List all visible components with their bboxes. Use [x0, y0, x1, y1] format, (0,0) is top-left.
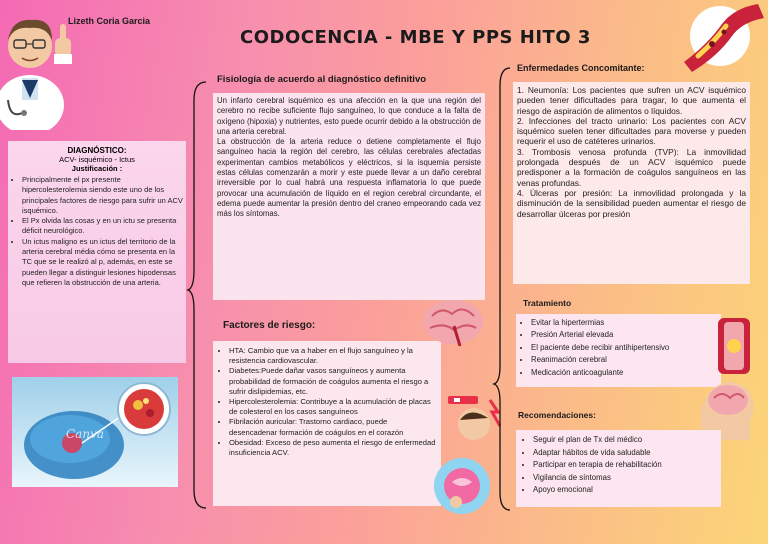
- list-item: 1. Neumonía: Los pacientes que sufren un ACV isquémico pueden tener dificultades para tragar, lo que aumenta el riesgo de aspiración de alimentos o líquidos.: [517, 85, 746, 116]
- recommendations-box: [516, 430, 721, 507]
- list-item: • Principalmente el px presente hipercolesterolemia siendo este uno de los principales factores de riesgo para sufrir un ACV isquémico.: [22, 175, 186, 216]
- list-item: • Un ictus maligno es un ictus del territorio de la arteria cerebral média cómo se presenta en la TC que se le realizó al p, además, en este se pueden llegar a distinguir lesiones hipodensas que refieren la obstrucción de una arteria.: [22, 237, 186, 288]
- watermark: Canva: [66, 427, 104, 441]
- list-item: • Apoyo emocional: [533, 484, 718, 497]
- list-item: • Adaptar hábitos de vida saludable: [533, 447, 718, 460]
- justification-label: Justificación :: [71, 164, 123, 173]
- comorbidities-heading: Enfermedades Concomitante:: [517, 63, 645, 73]
- doctor-illustration: [0, 0, 66, 130]
- list-item: • HTA: Cambio que va a haber en el flujo sanguíneo y la resistencia cardiovascular.: [229, 346, 437, 366]
- list-item: • Reanimación cerebral: [531, 354, 718, 366]
- brace-left: [186, 80, 210, 510]
- list-item: • Obesidad: Exceso de peso aumenta el riesgo de enfermedad insuficiencia ACV.: [229, 438, 437, 458]
- treatment-heading: Tratamiento: [523, 298, 572, 308]
- risk-factors-heading: Factores de riesgo:: [223, 320, 316, 331]
- brain-icon: [420, 296, 486, 352]
- list-item: • Evitar la hipertermias: [531, 317, 718, 329]
- list-item: • Fibrilación auricular: Trastorno cardiaco, puede desencadenar formación de coágulos en el corazón: [229, 417, 437, 437]
- physiology-paragraph: Un infarto cerebral isquémico es una afección en la que una región del cerebro no recibe suficiente flujo sanguíneo, lo que conduce a la falta de oxígeno (hipoxia) y nutrientes, esto puede ocurrir debido a la obstrucción de una arteria cerebral.: [217, 96, 481, 136]
- diagnosis-heading: DIAGNÓSTICO:: [67, 146, 127, 155]
- list-item: • Medicación anticoagulante: [531, 367, 718, 379]
- list-item: • Vigilancia de síntomas: [533, 472, 718, 485]
- brace-right: [490, 66, 514, 512]
- diagnosis-box: [8, 141, 186, 363]
- recommendations-list: [519, 434, 718, 497]
- artery-illustration: [678, 4, 764, 74]
- list-item: • Diabetes:Puede dañar vasos sanguíneos y aumenta probabilidad de formación de coágulos aumenta el riesgo a sufrir dislipidemias, etc.: [229, 366, 437, 397]
- list-item: • Participar en terapia de rehabilitación: [533, 459, 718, 472]
- brain-image: [12, 377, 178, 487]
- list-item: • Presión Arterial elevada: [531, 329, 718, 341]
- author-name: Lizeth Coria Garcia: [68, 16, 151, 26]
- blocked-artery-icon: [714, 318, 754, 374]
- physiology-heading: Fisiología de acuerdo al diagnóstico definitivo: [217, 74, 427, 85]
- page-title: CODOCENCIA - MBE Y PPS HITO 3: [240, 27, 591, 48]
- pointing-hand-icon: [52, 24, 74, 64]
- list-item: • Seguir el plan de Tx del médico: [533, 434, 718, 447]
- justification-list: [8, 175, 186, 288]
- list-item: • Hipercolesterolemia: Contribuye a la acumulación de placas de colesterol en los casos sanguíneos: [229, 397, 437, 417]
- physiology-paragraph: La obstrucción de la arteria reduce o detiene completamente el flujo sanguíneo hacia la región del cerebro, las células cerebrales afectadas experimentan cambios metabólicos y eléctricos, si la isquemia persiste estas células comenzarán a morir y este puede llevar a un daño cerebral irreversible por lo cual habrá una respuesta inflamatoria lo que puede provocar una acumulación de líquido en el region cerebral circundante, el edema puede aumentar la presión dentro del craneo empeorando cada vez más los síntomas.: [217, 137, 481, 219]
- physiology-box: [213, 93, 485, 300]
- list-item: • El Px olvida las cosas y en un ictu se presenta déficit neurológico.: [22, 216, 186, 237]
- brain-thinking-icon: [432, 456, 492, 518]
- comorbidities-box: [513, 82, 750, 284]
- risk-factors-box: [213, 341, 441, 506]
- treatment-list: [519, 317, 718, 379]
- list-item: 4. Úlceras por presión: La inmovilidad prolongada y la disminución de la sensibilidad pueden aumentar el riesgo de desarrollar úlceras por presión: [517, 187, 746, 219]
- list-item: 2. Infecciones del tracto urinario: Los pacientes con ACV isquémico suelen tener dificultades para moverse y pueden requerir el uso de catéteres urinarios.: [517, 115, 746, 147]
- risk-factors-list: [217, 346, 437, 458]
- diagnosis-subtitle: ACV- isquémico - Ictus: [59, 155, 135, 164]
- list-item: 3. Trombosis venosa profunda (TVP): La inmovilidad prolongada después de un ACV isquémico puede predisponer a la formación de coágulos sanguíneos en las venas profundas.: [517, 146, 746, 188]
- recommendations-heading: Recomendaciones:: [518, 410, 596, 420]
- list-item: • El paciente debe recibir antihipertensivo: [531, 342, 718, 354]
